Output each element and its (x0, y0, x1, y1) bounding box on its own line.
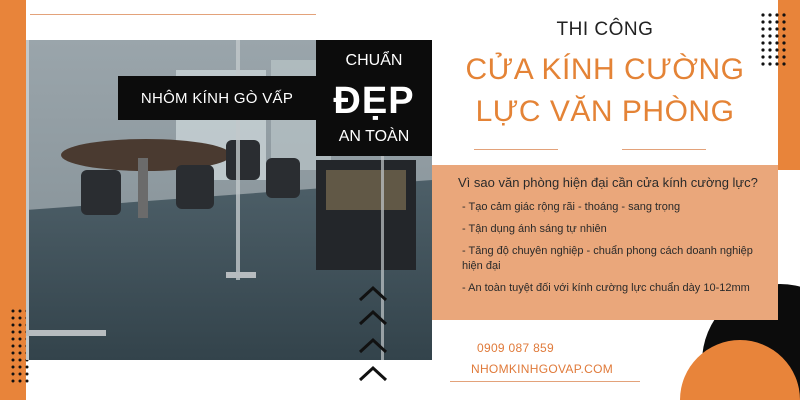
tag-an-toan: AN TOÀN (338, 128, 410, 145)
chevron-up-icon (356, 306, 390, 328)
phone-number[interactable]: 0909 087 859 (477, 341, 555, 355)
info-bullet: - Tạo cảm giác rộng rãi - thoáng - sang trọng (462, 201, 681, 213)
heading-line-1: CỬA KÍNH CƯỜNG (465, 53, 745, 86)
heading-line-2: LỰC VĂN PHÒNG (475, 95, 735, 128)
tag-dep: ĐẸP (333, 80, 415, 122)
chevron-up-icon (356, 282, 390, 304)
tag-chuan: CHUẨN (345, 52, 403, 69)
website-link[interactable]: NHOMKINHGOVAP.COM (471, 362, 614, 376)
brand-tag: NHÔM KÍNH GÒ VẤP (118, 76, 316, 120)
divider-line (30, 14, 316, 15)
info-question: Vì sao văn phòng hiện đại cần cửa kính cường lực? (458, 175, 758, 190)
info-bullet: - An toàn tuyệt đối với kính cường lực chuẩn dày 10-12mm (462, 282, 750, 294)
chevron-up-icon (356, 362, 390, 384)
info-bullet: - Tăng độ chuyên nghiệp - chuẩn phong cách doanh nghiệp hiện đại (462, 245, 753, 272)
divider-line (450, 381, 640, 382)
divider-line (622, 149, 706, 150)
info-box (432, 165, 778, 320)
heading-prefix: THI CÔNG (556, 19, 654, 40)
quality-tag (316, 40, 432, 156)
divider-line (474, 149, 558, 150)
info-bullet: - Tận dụng ánh sáng tự nhiên (462, 223, 607, 235)
chevron-up-icon (356, 334, 390, 356)
